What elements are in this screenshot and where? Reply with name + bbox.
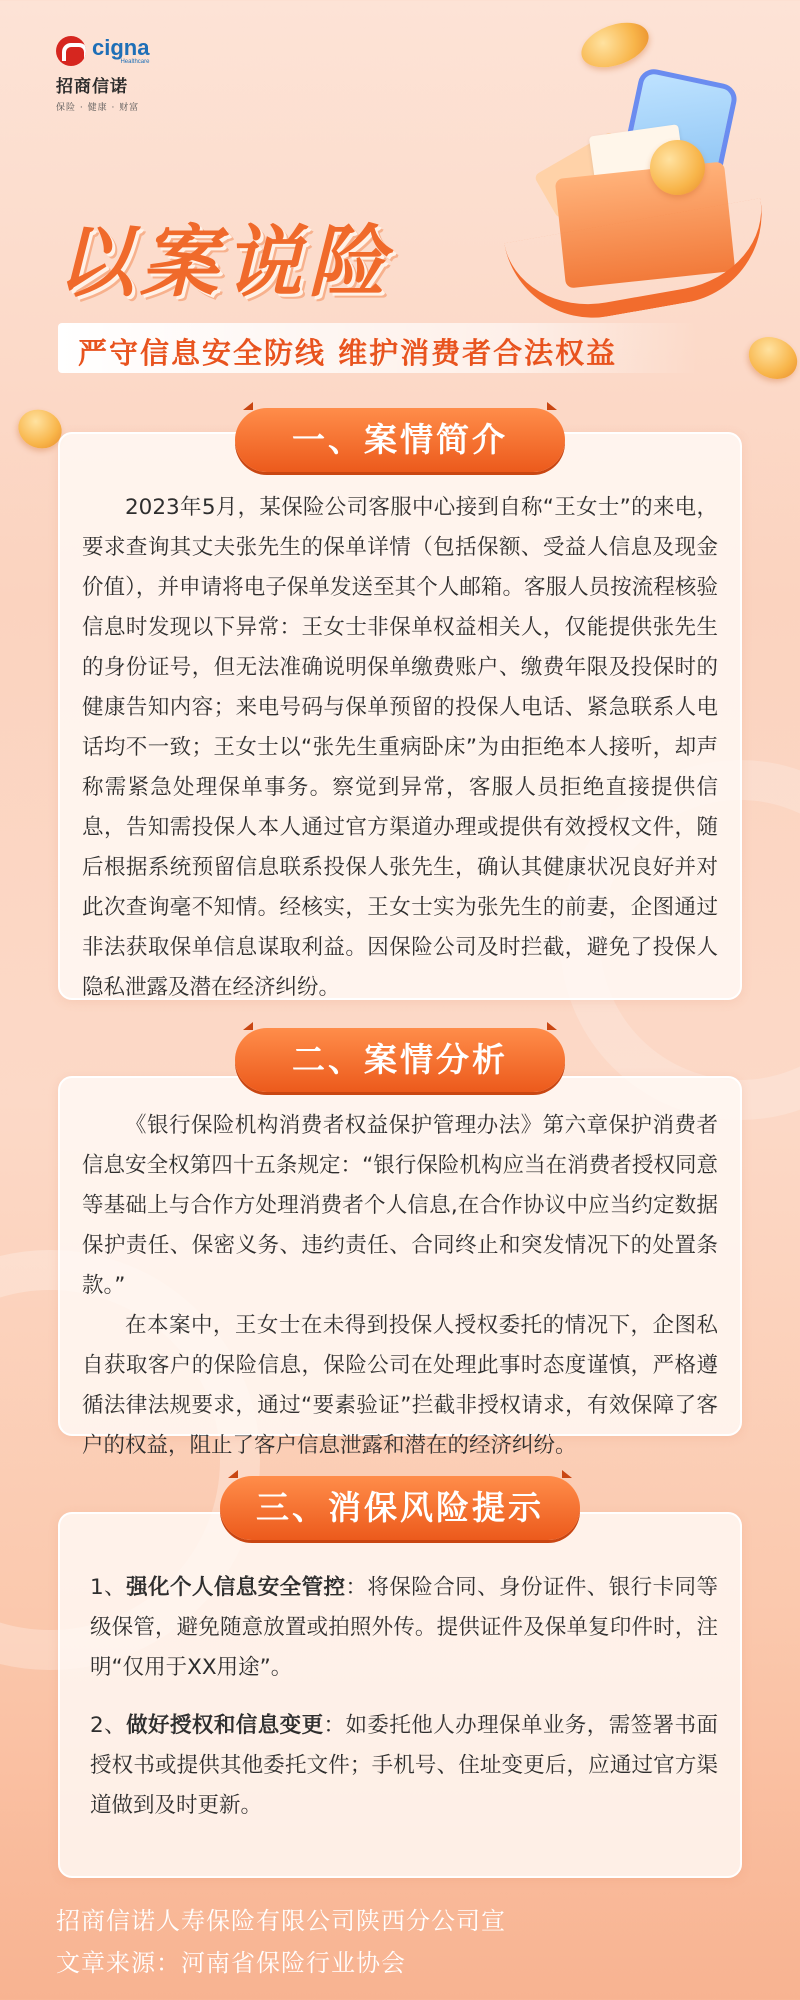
logo-mark [56, 36, 166, 66]
tip-heading: 做好授权和信息变更 [126, 1713, 324, 1738]
case-intro-text: 2023年5月，某保险公司客服中心接到自称“王女士”的来电，要求查询其丈夫张先生的保单详情（包括保额、受益人信息及现金价值），并申请将电子保单发送至其个人邮箱。客服人员按流程核验信息时发现以下异常：王女士非保单权益相关人，仅能提供张先生的身份证号，但无法准确说明保单缴费账户、缴费年限及投保时的健康告知内容；来电号码与保单预留的投保人电话、紧急联系人电话均不一致；王女士以“张先生重病卧床”为由拒绝本人接听，却声称需紧急处理保单事务。察觉到异常，客服人员拒绝直接提供信息，告知需投保人本人通过官方渠道办理或提供有效授权文件，随后根据系统预留信息联系投保人张先生，确认其健康状况良好并对此次查询毫不知情。经核实，王女士实为张先生的前妻，企图通过非法获取保单信息谋取利益。因保险公司及时拦截，避免了投保人隐私泄露及潜在经济纠纷。 [82, 495, 718, 1000]
section-title: 三、消保风险提示 [220, 1476, 580, 1540]
footer-publisher: 招商信诺人寿保险有限公司陕西分公司宣 [56, 1907, 506, 1935]
arrow-icon [504, 198, 776, 332]
coin-icon [650, 140, 705, 195]
subtitle-text: 严守信息安全防线 维护消费者合法权益 [78, 336, 618, 370]
coin-icon [575, 14, 654, 76]
section-title: 二、案情分析 [235, 1028, 565, 1092]
risk-tip-item [90, 1706, 718, 1826]
page-footer [56, 1900, 506, 1984]
tip-number: 1、 [90, 1575, 127, 1600]
footer-source: 文章来源：河南省保险行业协会 [56, 1949, 406, 1977]
tip-body: ：如委托他人办理保单业务，需签署书面授权书或提供其他委托文件；手机号、住址变更后，应通过官方渠道做到及时更新。 [90, 1713, 718, 1818]
coin-icon [742, 329, 800, 386]
logo-en-text: cigna [92, 35, 150, 60]
brand-logo [56, 36, 166, 113]
logo-slogan: 保险 · 健康 · 财富 [56, 103, 140, 113]
risk-tips-card [58, 1488, 742, 1878]
tip-heading: 强化个人信息安全管控 [126, 1575, 346, 1600]
case-intro-card [58, 420, 742, 1000]
case-analysis-card [58, 1040, 742, 1458]
risk-tip-item [90, 1568, 718, 1688]
headline-subtitle [58, 323, 698, 373]
logo-en-subtext: Healthcare [120, 59, 150, 65]
analysis-text-regulation: 《银行保险机构消费者权益保护管理办法》第六章保护消费者信息安全权第四十五条规定：“银行保险机构应当在消费者授权同意等基础上与合作方处理消费者个人信息,在合作协议中应当约定数据保护责任、保密义务、违约责任、合同终止和突发情况下的处置条款。” [82, 1113, 718, 1298]
tip-number: 2、 [90, 1713, 127, 1738]
tip-body: ：将保险合同、身份证件、银行卡同等级保管，避免随意放置或拍照外传。提供证件及保单复印件时，注明“仅用于XX用途”。 [90, 1575, 718, 1680]
analysis-text-case: 在本案中，王女士在未得到投保人授权委托的情况下，企图私自获取客户的保险信息，保险公司在处理此事时态度谨慎，严格遵循法律法规要求，通过“要素验证”拦截非授权请求，有效保障了客户的权益，阻止了客户信息泄露和潜在的经济纠纷。 [82, 1313, 718, 1458]
header-illustration [500, 20, 790, 320]
cigna-wordmark [92, 37, 149, 65]
page-headline: 以案说险 [56, 218, 393, 308]
logo-cn-text: 招商信诺 [56, 77, 128, 97]
cmb-logo-icon [56, 36, 86, 66]
section-title: 一、案情简介 [235, 408, 565, 472]
